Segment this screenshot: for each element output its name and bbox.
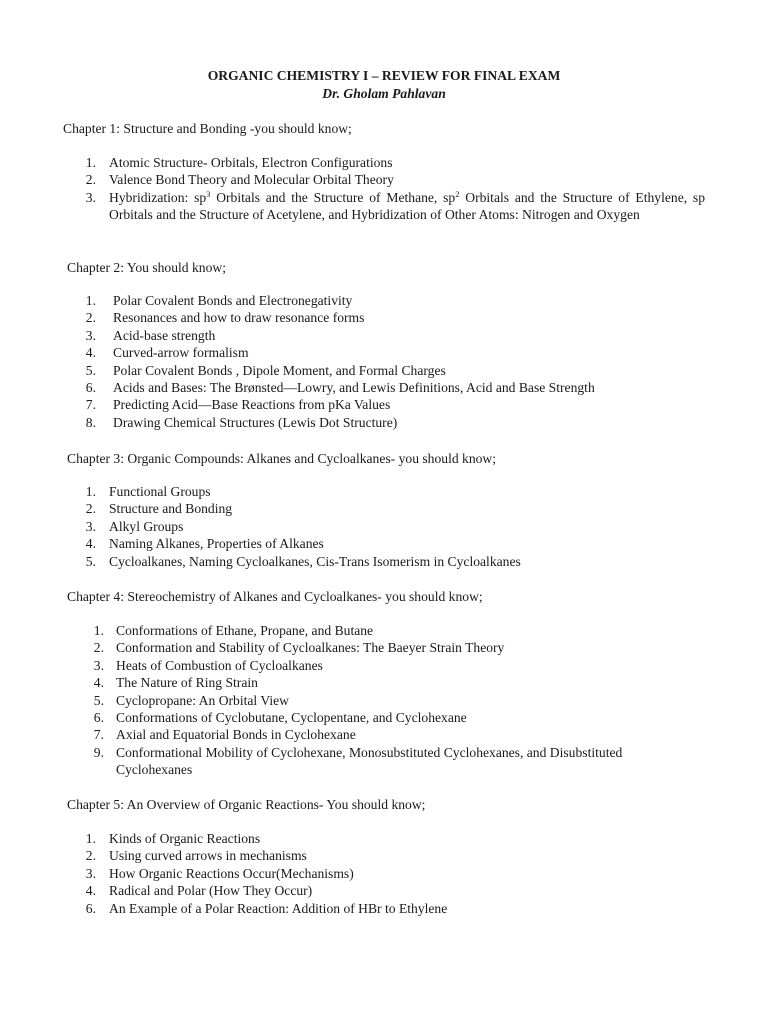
list-item: 4. The Nature of Ring Strain [93,675,258,691]
document-title: ORGANIC CHEMISTRY I – REVIEW FOR FINAL EXAM [207,68,561,83]
list-item: 3. How Organic Reactions Occur(Mechanisms) [85,865,354,881]
list-item: 4. Naming Alkanes, Properties of Alkanes [85,536,324,552]
hybridization-text: Hybridization: $sp^3$ Orbitals and the Structure of Methane, $sp^2$ Orbitals and the Structure of Ethylene, sp Orbitals and the Structure of Acetylene, and Hybridization of Other Atoms: Nitrogen and Oxygen [109,188,706,223]
list-item: 3. Hybridization: $sp^3$ Orbitals and the Structure of Methane, $sp^2$ Orbitals and the Structure of Ethylene, sp Orbitals and the Structure of Acetylene, and Hybridization of Other Atoms: Nitrogen and Oxygen [85,188,706,223]
list-item: 1. Kinds of Organic Reactions [85,831,261,846]
list-item: 5. Cyclopropane: An Orbital View [93,692,289,708]
list-item: 1. Functional Groups [85,484,211,499]
chapter-5-list [84,830,724,917]
chapter-1-heading: Chapter 1: Structure and Bonding -you should know; [63,121,352,136]
list-item: 7. Predicting Acid—Base Reactions from pKa Values [85,397,391,413]
list-item: 3. Heats of Combustion of Cycloalkanes [93,657,323,673]
list-item: 4. Curved-arrow formalism [85,345,249,361]
chapter-5-heading: Chapter 5: An Overview of Organic Reactions- You should know; [67,797,426,812]
chapter-3-heading: Chapter 3: Organic Compounds: Alkanes and Cycloalkanes- you should know; [67,451,497,466]
chapter-3-list [84,483,724,570]
list-item: 6. Conformations of Cyclobutane, Cyclopentane, and Cyclohexane [93,710,467,726]
list-item: 6. An Example of a Polar Reaction: Addition of HBr to Ethylene [85,900,448,916]
list-item: 5. Cycloalkanes, Naming Cycloalkanes, Cis-Trans Isomerism in Cycloalkanes [85,553,521,569]
list-item: 1. Polar Covalent Bonds and Electronegativity [85,293,353,308]
chapter-4-list [92,622,712,779]
list-item: 9. Conformational Mobility of Cyclohexane, Monosubstituted Cyclohexanes, and Disubstituted Cyclohexanes [93,744,623,778]
chapter-2-list [84,292,724,431]
document-author: Dr. Gholam Pahlavan [322,86,446,101]
list-item: 2. Structure and Bonding [85,501,233,517]
list-item: 3. Alkyl Groups [85,518,184,534]
list-item: 2. Resonances and how to draw resonance forms [85,310,365,326]
list-item: 8. Drawing Chemical Structures (Lewis Dot Structure) [85,414,398,430]
list-item: 1. Atomic Structure- Orbitals, Electron Configurations [85,155,393,170]
list-item: 2. Conformation and Stability of Cycloalkanes: The Baeyer Strain Theory [93,640,505,656]
list-item: 5. Polar Covalent Bonds , Dipole Moment, and Formal Charges [85,362,446,378]
list-item: 7. Axial and Equatorial Bonds in Cyclohexane [93,727,356,743]
list-item: 3. Acid-base strength [85,327,216,343]
chapter-1-list [84,154,705,224]
chapter-4-heading: Chapter 4: Stereochemistry of Alkanes and Cycloalkanes- you should know; [67,589,483,604]
list-item: 2. Using curved arrows in mechanisms [85,848,307,864]
chapter-2-heading: Chapter 2: You should know; [67,260,226,275]
list-item: 6. Acids and Bases: The Brønsted—Lowry, and Lewis Definitions, Acid and Base Strength [85,380,595,396]
list-item: 4. Radical and Polar (How They Occur) [85,883,313,899]
list-item: 2. Valence Bond Theory and Molecular Orbital Theory [85,172,394,188]
list-item: 1. Conformations of Ethane, Propane, and Butane [93,623,374,638]
